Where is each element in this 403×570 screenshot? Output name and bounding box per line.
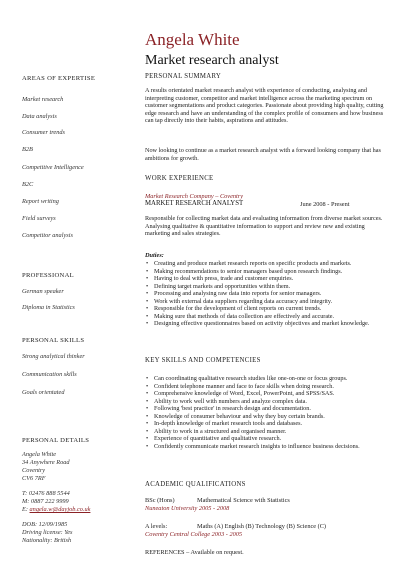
summary-paragraph: Now looking to continue as a market research analyst with a forward looking company that has ambitions for growth. — [145, 147, 381, 162]
details-email-row — [22, 506, 90, 514]
list-item: • Comprehensive knowledge of Word, Excel, PowerPoint, and SPSS/SAS. — [145, 390, 390, 398]
details-licence: Driving license: Yes — [22, 529, 73, 536]
list-item: • Defining target markets and opportunities within them. — [145, 283, 390, 291]
skill-item: Goals orientated — [22, 389, 65, 396]
degree-subject: Mathematical Science with Statistics — [197, 497, 290, 504]
alevels-subjects: Maths (A) English (B) Technology (B) Science (C) — [197, 523, 327, 530]
expertise-item: Market research — [22, 96, 64, 103]
details-email-prefix: E: — [22, 506, 30, 513]
skill-item: Communication skills — [22, 371, 77, 378]
details-heading: PERSONAL DETAILS — [22, 437, 90, 444]
list-item: • Work with external data suppliers regarding data accuracy and integrity. — [145, 298, 390, 306]
list-item: • Knowledge of consumer behaviour and why they buy certain brands. — [145, 413, 390, 421]
list-item: • Experience of quantitative and qualitative research. — [145, 435, 390, 443]
list-item: • In-depth knowledge of market research tools and databases. — [145, 420, 390, 428]
employer-name: Market Research Company – Coventry — [145, 193, 244, 200]
expertise-item: B2B — [22, 146, 33, 153]
professional-item: Diploma in Statistics — [22, 304, 75, 311]
list-item: • Following 'best practice' in research design and documentation. — [145, 405, 390, 413]
details-mobile: M: 0887 222 9999 — [22, 498, 69, 505]
details-nationality: Nationality: British — [22, 537, 72, 544]
list-item: • Ability to work well with numbers and analyze complex data. — [145, 398, 390, 406]
email-link[interactable]: angela.w@dayjob.co.uk — [29, 506, 91, 513]
details-name: Angela White — [22, 451, 57, 458]
university: Nuneaton University 2005 - 2008 — [145, 505, 230, 512]
expertise-item: Field surveys — [22, 215, 56, 222]
college: Coventry Central College 2003 - 2005 — [145, 531, 243, 538]
experience-heading: WORK EXPERIENCE — [145, 175, 214, 182]
expertise-item: Competitive Intelligence — [22, 164, 84, 171]
job-description: Responsible for collecting market data and evaluating information from diverse market sources. Analysing qualitative & quantitative information to support and review new and existing marketing and sales strategies. — [145, 215, 383, 238]
list-item: • Responsible for the development of client reports on current trends. — [145, 305, 390, 313]
alevels-label: A levels: — [145, 523, 168, 530]
expertise-item: Report writing — [22, 198, 59, 205]
details-postcode: CV6 7RF — [22, 475, 46, 482]
expertise-item: Data analysis — [22, 113, 57, 120]
list-item: • Processing and analysing raw data into reports for senior managers. — [145, 290, 390, 298]
list-item: • Can coordinating qualitative research studies like one-on-one or focus groups. — [145, 375, 390, 383]
candidate-name: Angela White — [145, 30, 240, 49]
skills-heading: PERSONAL SKILLS — [22, 337, 85, 344]
professional-item: German speaker — [22, 288, 64, 295]
duties-label: Duties: — [145, 252, 164, 259]
expertise-heading: AREAS OF EXPERTISE — [22, 75, 96, 82]
competencies-heading: KEY SKILLS AND COMPETENCIES — [145, 357, 261, 364]
list-item: • Having to deal with press, trade and customer enquiries. — [145, 275, 390, 283]
competencies-list — [145, 375, 390, 450]
list-item: • Ability to work in a structured and organised manner. — [145, 428, 390, 436]
expertise-item: B2C — [22, 181, 34, 188]
list-item: • Confident telephone manner and face to face skills when doing research. — [145, 383, 390, 391]
candidate-role: Market research analyst — [145, 53, 279, 68]
job-dates: June 2008 - Present — [300, 201, 350, 208]
details-phone: T: 02476 888 5544 — [22, 490, 70, 497]
qualifications-heading: ACADEMIC QUALIFICATIONS — [145, 481, 246, 488]
list-item: • Creating and produce market research reports on specific products and markets. — [145, 260, 390, 268]
list-item: • Making recommendations to senior managers based upon research findings. — [145, 268, 390, 276]
skill-item: Strong analytical thinker — [22, 353, 85, 360]
professional-heading: PROFESSIONAL — [22, 272, 74, 279]
list-item: • Confidently communicate market research insights to influence business decisions. — [145, 443, 390, 451]
details-city: Coventry — [22, 467, 46, 474]
job-title: MARKET RESEARCH ANALYST — [145, 200, 244, 207]
list-item: • Designing effective questionnaires based on activity objectives and market knowledge. — [145, 320, 390, 328]
degree-type: BSc (Hons) — [145, 497, 175, 504]
summary-heading: PERSONAL SUMMARY — [145, 73, 222, 80]
list-item: • Making sure that methods of data collection are effectively and accurate. — [145, 313, 390, 321]
references: REFERENCES – Available on request. — [145, 549, 244, 556]
details-dob: DOB: 12/09/1985 — [22, 521, 68, 528]
expertise-item: Consumer trends — [22, 129, 65, 136]
summary-paragraph: A results orientated market research analyst with experience of conducting, analysing and interpreting customer, competitor and market intelligence across the marketing spectrum on customer segmentations and product categories. Passionate about providing high quality, cutting edge research and have an understanding of the complex profile of consumers and how business can tap directly into their habits, aspirations and attitudes. — [145, 87, 384, 125]
details-address: 34 Anywhere Road — [22, 459, 70, 466]
expertise-item: Competitor analysis — [22, 232, 73, 239]
duties-list — [145, 260, 390, 328]
